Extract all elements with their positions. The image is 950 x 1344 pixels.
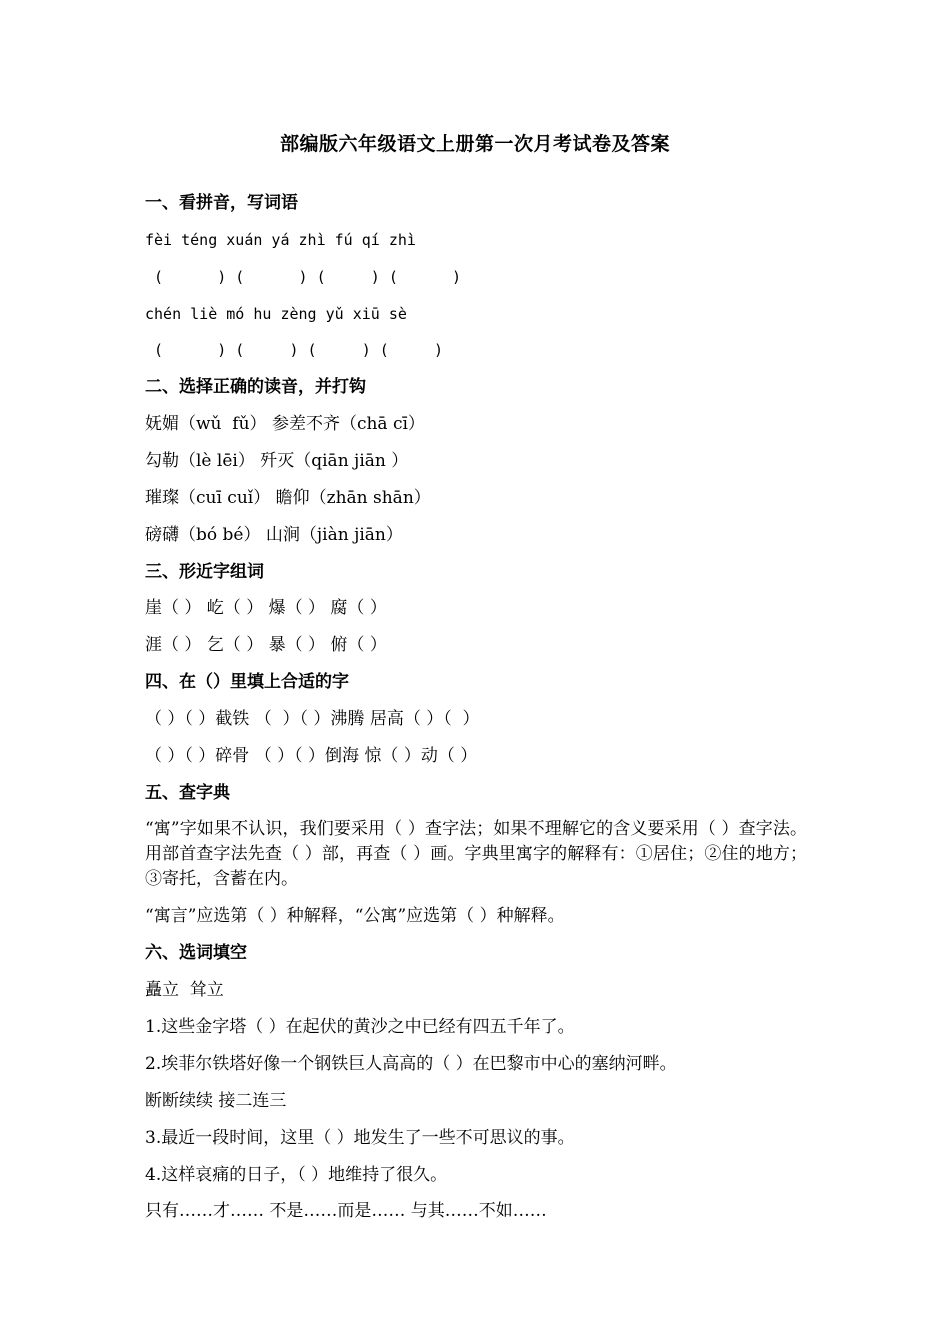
fill-question: 4.这样哀痛的日子，（ ）地维持了很久。 <box>145 1165 448 1185</box>
idiom-row: （ ）（ ）截铁 （ ）（ ）沸腾 居高（ ）（ ） <box>145 709 480 729</box>
section-4-heading: 四、在（）里填上合适的字 <box>145 672 349 692</box>
word-choices: 矗立 耸立 <box>145 980 224 1000</box>
page-title: 部编版六年级语文上册第一次月考试卷及答案 <box>279 133 670 155</box>
fill-question: 2.埃菲尔铁塔好像一个钢铁巨人高高的（ ）在巴黎市中心的塞纳河畔。 <box>145 1054 677 1074</box>
similar-char-row: 涯（ ） 乞（ ） 暴（ ） 俯（ ） <box>145 635 387 655</box>
pronunciation-row: 妩媚（wǔ fǔ） 参差不齐（chā cī） <box>145 414 425 434</box>
section-3-heading: 三、形近字组词 <box>145 562 264 582</box>
dictionary-question: “寓言”应选第（ ）种解释，“公寓”应选第（ ）种解释。 <box>145 906 565 926</box>
blank-row-1: ( ) ( ) ( ) ( ) <box>145 268 462 286</box>
pronunciation-row: 磅礴（bó bé） 山涧（jiàn jiān） <box>145 525 403 545</box>
pronunciation-row: 璀璨（cuī cuǐ） 瞻仰（zhān shān） <box>145 488 431 508</box>
pronunciation-row: 勾勒（lè lēi） 歼灭（qiān jiān ） <box>145 451 409 471</box>
blank-row-2: ( ) ( ) ( ) ( ) <box>145 341 444 359</box>
word-choices: 只有……才…… 不是……而是…… 与其……不如…… <box>145 1201 547 1221</box>
word-choices: 断断续续 接二连三 <box>145 1091 287 1111</box>
pinyin-row-1: fèi téng xuán yá zhì fú qí zhì <box>145 231 416 249</box>
pinyin-row-2: chén liè mó hu zèng yǔ xiū sè <box>145 305 407 323</box>
idiom-row: （ ）（ ）碎骨 （ ）（ ）倒海 惊（ ）动（ ） <box>145 746 478 766</box>
fill-question: 1.这些金字塔（ ）在起伏的黄沙之中已经有四五千年了。 <box>145 1017 575 1037</box>
section-1-heading: 一、看拼音，写词语 <box>145 193 298 213</box>
section-2-heading: 二、选择正确的读音，并打钩 <box>145 377 366 397</box>
section-5-heading: 五、查字典 <box>145 783 230 803</box>
section-6-heading: 六、选词填空 <box>145 943 247 963</box>
dictionary-paragraph: “寓”字如果不认识，我们要采用（ ）查字法；如果不理解它的含义要采用（ ）查字法。用部首查字法先查（ ）部，再查（ ）画。字典里寓字的解释有：①居住；②住的地方；③寄托，含蓄在内。 <box>145 819 807 889</box>
fill-question: 3.最近一段时间，这里（ ）地发生了一些不可思议的事。 <box>145 1128 575 1148</box>
similar-char-row: 崖（ ） 屹（ ） 爆（ ） 腐（ ） <box>145 598 387 618</box>
